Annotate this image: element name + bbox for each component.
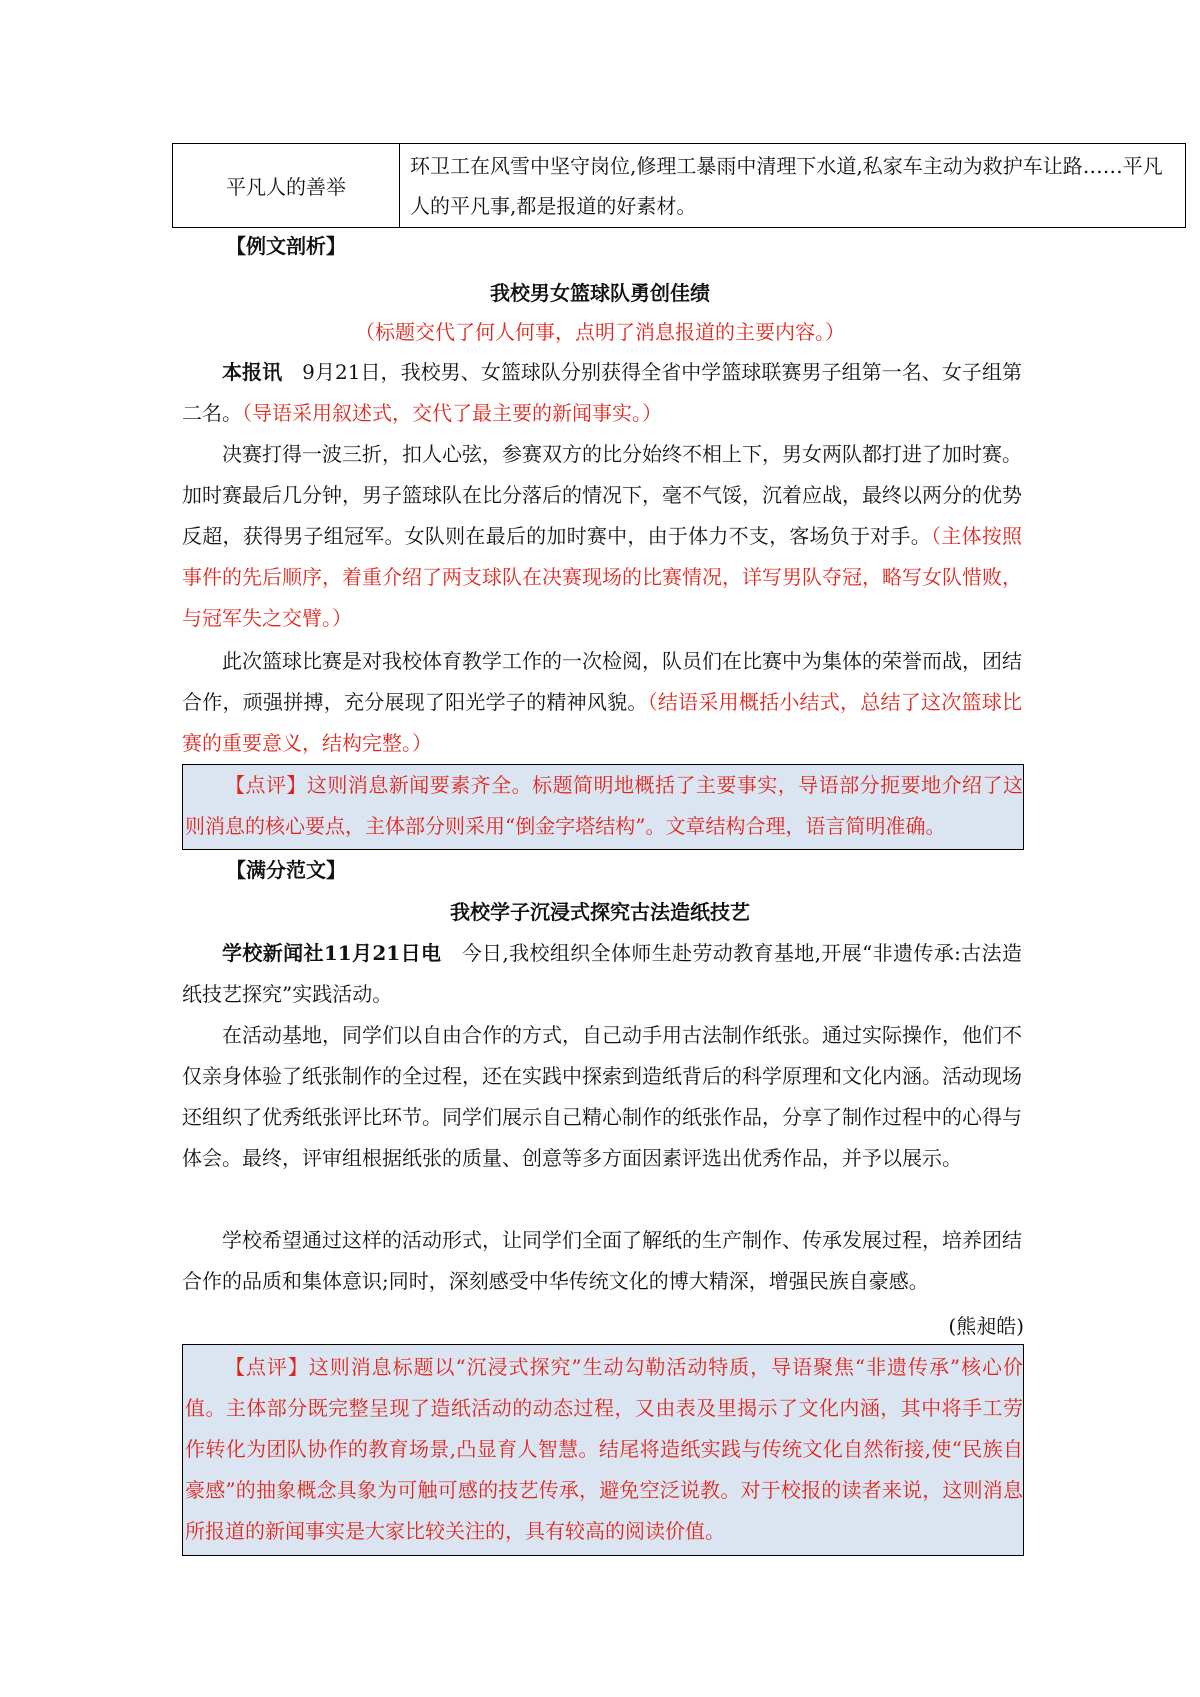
model-paragraph-3 bbox=[182, 1220, 1022, 1302]
example-review-box bbox=[182, 764, 1024, 850]
example-p2-note: （主体按照事件的先后顺序，着重介绍了两支球队在决赛现场的比赛情况，详写男队夺冠，略写女队惜败，与冠军失之交臂。） bbox=[182, 524, 1023, 630]
table-label-cell: 平凡人的善举 bbox=[173, 144, 400, 228]
example-paragraph-2 bbox=[182, 434, 1022, 639]
model-p1-lead: 学校新闻社11月21日电 bbox=[222, 941, 442, 965]
reference-table bbox=[172, 143, 1186, 228]
example-p2-text: 决赛打得一波三折，扣人心弦，参赛双方的比分始终不相上下，男女两队都打进了加时赛。加时赛最后几分钟，男子篮球队在比分落后的情况下，毫不气馁，沉着应战，最终以两分的优势反超，获得男子组冠军。女队则在最后的加时赛中，由于体力不支，客场负于对手。 bbox=[182, 442, 1022, 548]
section-heading-example: 【例文剖析】 bbox=[226, 234, 346, 258]
example-title-note: （标题交代了何人何事，点明了消息报道的主要内容。） bbox=[355, 320, 845, 344]
table-row bbox=[173, 144, 1186, 228]
model-p1-text: 今日,我校组织全体师生赴劳动教育基地,开展“非遗传承:古法造纸技艺探究”实践活动。 bbox=[182, 941, 1022, 1006]
example-title: 我校男女篮球队勇创佳绩 bbox=[490, 281, 710, 305]
model-title: 我校学子沉浸式探究古法造纸技艺 bbox=[450, 900, 750, 924]
example-p1-note: （导语采用叙述式，交代了最主要的新闻事实。） bbox=[242, 401, 662, 425]
model-paragraph-2 bbox=[182, 1015, 1022, 1179]
section-heading-model: 【满分范文】 bbox=[226, 858, 346, 882]
model-review-text: 【点评】这则消息标题以“沉浸式探究”生动勾勒活动特质，导语聚焦“非遗传承”核心价值。主体部分既完整呈现了造纸活动的动态过程，又由表及里揭示了文化内涵，其中将手工劳作转化为团队协作的教育场景,凸显育人智慧。结尾将造纸实践与传统文化自然衔接,使“民族自豪感”的抽象概念具象为可触可感的技艺传承，避免空泛说教。对于校报的读者来说，这则消息所报道的新闻事实是大家比较关注的，具有较高的阅读价值。 bbox=[185, 1355, 1023, 1543]
example-review-text: 【点评】这则消息新闻要素齐全。标题简明地概括了主要事实，导语部分扼要地介绍了这则消息的核心要点，主体部分则采用“倒金字塔结构”。文章结构合理，语言简明准确。 bbox=[185, 773, 1023, 838]
example-paragraph-1 bbox=[182, 352, 1022, 434]
model-author: (熊昶皓) bbox=[948, 1314, 1024, 1338]
table-content-cell: 环卫工在风雪中坚守岗位,修理工暴雨中清理下水道,私家车主动为救护车让路……平凡人的平凡事,都是报道的好素材。 bbox=[400, 144, 1186, 228]
example-p1-text: 9月21日，我校男、女篮球队分别获得全省中学篮球联赛男子组第一名、女子组第二名。 bbox=[182, 360, 1022, 425]
model-p3-text: 学校希望通过这样的活动形式，让同学们全面了解纸的生产制作、传承发展过程，培养团结合作的品质和集体意识;同时，深刻感受中华传统文化的博大精深，增强民族自豪感。 bbox=[182, 1228, 1022, 1293]
example-p1-lead: 本报讯 bbox=[222, 360, 283, 384]
model-p2-text: 在活动基地，同学们以自由合作的方式，自己动手用古法制作纸张。通过实际操作，他们不仅亲身体验了纸张制作的全过程，还在实践中探索到造纸背后的科学原理和文化内涵。活动现场还组织了优秀纸张评比环节。同学们展示自己精心制作的纸张作品，分享了制作过程中的心得与体会。最终，评审组根据纸张的质量、创意等多方面因素评选出优秀作品，并予以展示。 bbox=[182, 1023, 1022, 1170]
example-p3-note: （结语采用概括小结式，总结了这次篮球比赛的重要意义，结构完整。） bbox=[182, 690, 1022, 755]
model-review-box bbox=[182, 1344, 1024, 1556]
example-paragraph-3 bbox=[182, 641, 1022, 764]
example-p3-text: 此次篮球比赛是对我校体育教学工作的一次检阅，队员们在比赛中为集体的荣誉而战，团结合作，顽强拼搏，充分展现了阳光学子的精神风貌。 bbox=[182, 649, 1022, 714]
model-paragraph-1 bbox=[182, 933, 1022, 1015]
